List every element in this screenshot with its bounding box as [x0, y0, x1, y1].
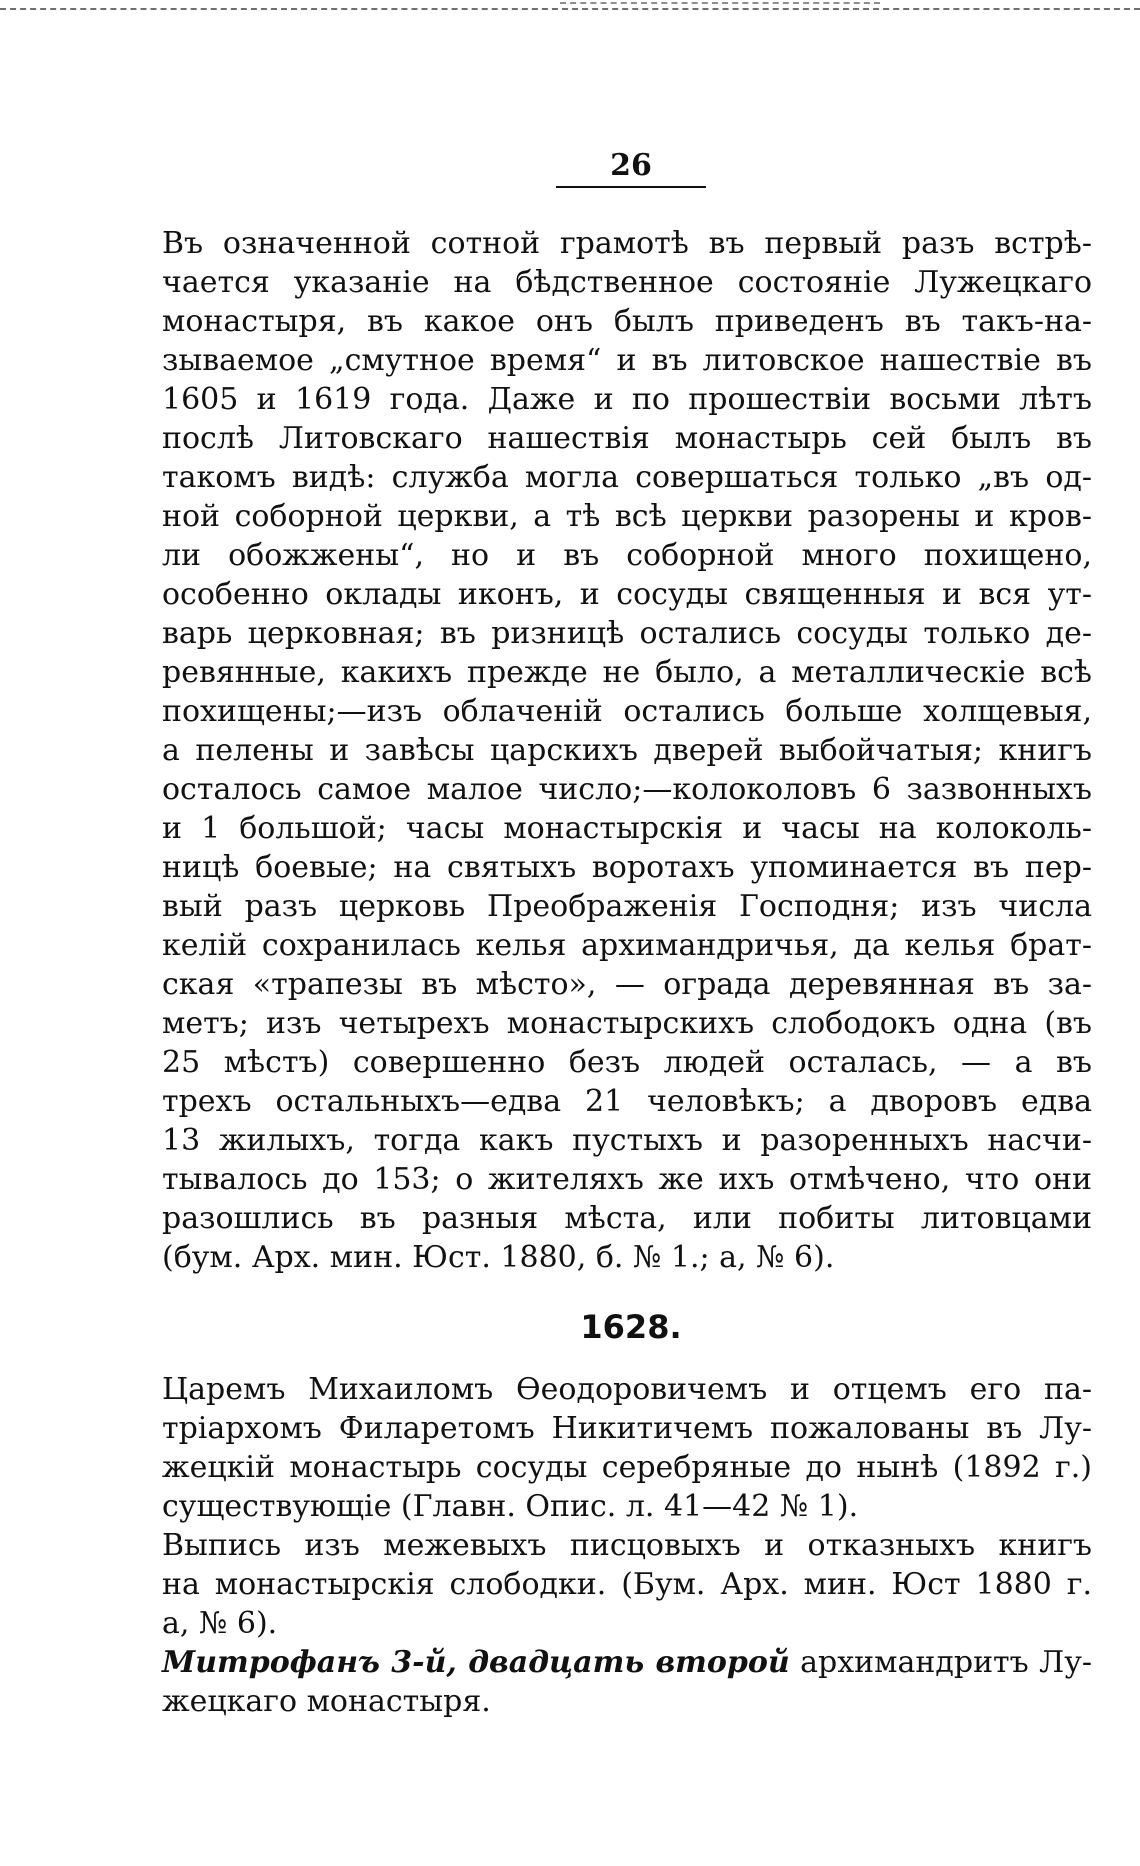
text-line: ли обожжены“, но и въ соборной много похищено, [162, 538, 1092, 573]
text-line: жецкій монастырь сосуды серебряные до нынѣ (1892 г.) [162, 1450, 1092, 1485]
text-line: зываемое „смутное время“ и въ литовское нашествіе въ [162, 343, 1092, 378]
paragraph-vypis [162, 1526, 1092, 1643]
text-line: варь церковная; въ ризницѣ остались сосуды только де- [162, 616, 1092, 651]
text-line: Выпись изъ межевыхъ писцовыхъ и отказныхъ книгъ [162, 1528, 1092, 1563]
text-line: а, № 6). [162, 1606, 278, 1641]
text-line: ницѣ боевые; на святыхъ воротахъ упоминается въ пер- [162, 850, 1092, 885]
text-line: вый разъ церковь Преображенія Господня; изъ числа [162, 889, 1092, 924]
text-line: существующіе (Главн. Опис. л. 41—42 № 1). [162, 1489, 859, 1524]
text-line: 13 жилыхъ, тогда какъ пустыхъ и разоренныхъ насчи- [162, 1123, 1092, 1158]
text-line: ская «трапезы въ мѣсто», — ограда деревянная въ за- [162, 967, 1092, 1002]
text-line: ревянные, какихъ прежде не было, а металлическіе всѣ [162, 655, 1092, 690]
text-line: 25 мѣстъ) совершенно безъ людей осталась, — а въ [162, 1045, 1092, 1080]
text-line: трехъ остальныхъ—едва 21 человѣкъ; а дворовъ едва [162, 1084, 1092, 1119]
text-line: чается указаніе на бѣдственное состояніе Лужецкаго [162, 265, 1092, 300]
paragraph-sotnaya-gramota [162, 224, 1092, 1277]
page-number-underline [556, 186, 706, 188]
text-line: тывалось до 153; о жителяхъ же ихъ отмѣчено, что они [162, 1162, 1092, 1197]
text-fragment: архимандритъ Лу- [789, 1645, 1093, 1680]
text-line: похищены;—изъ облаченій остались больше холщевыя, [162, 694, 1092, 729]
year-heading: 1628. [580, 1308, 682, 1346]
text-line: монастыря, въ какое онъ былъ приведенъ въ такъ-на- [162, 304, 1092, 339]
text-line: 1605 и 1619 года. Даже и по прошествіи восьми лѣтъ [162, 382, 1092, 417]
text-line: а пелены и завѣсы царскихъ дверей выбойчатыя; книгъ [162, 733, 1092, 768]
page-number: 26 [610, 148, 652, 183]
paragraph-tsar-mikhail [162, 1370, 1092, 1526]
text-line: такомъ видѣ: служба могла совершаться только „въ од- [162, 460, 1092, 495]
archimandrite-name: Митрофанъ 3-й, двадцать второй [162, 1645, 790, 1680]
top-scan-rule-2 [560, 2, 880, 6]
text-line: метъ; изъ четырехъ монастырскихъ слободокъ одна (въ [162, 1006, 1092, 1041]
text-line: осталось самое малое число;—колоколовъ 6 зазвонныхъ [162, 772, 1092, 807]
text-line [162, 1643, 1092, 1682]
text-line: Царемъ Михаиломъ Ѳеодоровичемъ и отцемъ его па- [162, 1372, 1092, 1407]
text-line: особенно оклады иконъ, и сосуды священныя и вся ут- [162, 577, 1092, 612]
text-line: келій сохранилась келья архимандричья, да келья брат- [162, 928, 1092, 963]
text-line: послѣ Литовскаго нашествія монастырь сей былъ въ [162, 421, 1092, 456]
text-line: Въ означенной сотной грамотѣ въ первый разъ встрѣ- [162, 226, 1092, 261]
paragraph-mitrofan [162, 1643, 1092, 1721]
text-line: (бум. Арх. мин. Юст. 1880, б. № 1.; а, № 6). [162, 1240, 835, 1275]
text-line: разошлись въ разныя мѣста, или побиты литовцами [162, 1201, 1092, 1236]
text-line: тріархомъ Филаретомъ Никитичемъ пожалованы въ Лу- [162, 1411, 1092, 1446]
text-line: на монастырскія слободки. (Бум. Арх. мин. Юст 1880 г. [162, 1567, 1092, 1602]
top-scan-rule [0, 8, 1140, 14]
text-line: жецкаго монастыря. [162, 1684, 491, 1719]
text-line: и 1 большой; часы монастырскія и часы на колоколь- [162, 811, 1092, 846]
text-line: ной соборной церкви, а тѣ всѣ церкви разорены и кров- [162, 499, 1092, 534]
